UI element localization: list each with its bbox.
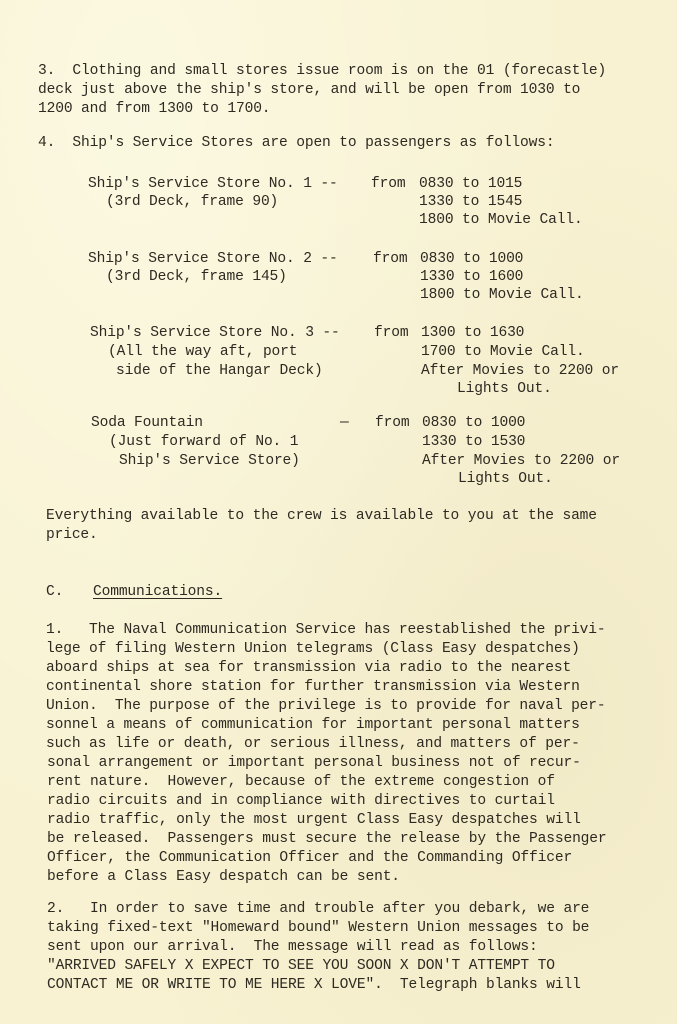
text-line: "ARRIVED SAFELY X EXPECT TO SEE YOU SOON X DON'T ATTEMPT TO	[47, 958, 555, 974]
text-line: rent nature. However, because of the extreme congestion of	[47, 774, 555, 790]
store-location: Ship's Service Store)	[119, 453, 300, 469]
section-letter: C.	[46, 584, 64, 600]
text-line: such as life or death, or serious illness, and matters of per-	[46, 736, 580, 752]
store-hours: Lights Out.	[458, 471, 553, 487]
store-hours: Lights Out.	[457, 381, 552, 397]
text-line: 3. Clothing and small stores issue room is on the 01 (forecastle)	[38, 63, 607, 79]
from-label: from	[371, 176, 406, 192]
store-hours: After Movies to 2200 or	[421, 363, 619, 379]
store-hours: 1330 to 1530	[422, 434, 526, 450]
store-hours: 0830 to 1000	[422, 415, 526, 431]
from-label: from	[375, 415, 410, 431]
store-name: Ship's Service Store No. 2 --	[88, 251, 338, 267]
store-hours: 1330 to 1545	[419, 194, 523, 210]
from-label: from	[373, 251, 408, 267]
text-line: 2. In order to save time and trouble after you debark, we are	[47, 901, 590, 917]
dash: —	[340, 415, 349, 431]
store-name: Ship's Service Store No. 1 --	[88, 176, 338, 192]
store-hours: After Movies to 2200 or	[422, 453, 620, 469]
store-hours: 1800 to Movie Call.	[420, 287, 584, 303]
store-hours: 1700 to Movie Call.	[421, 344, 585, 360]
text-line: Officer, the Communication Officer and the Commanding Officer	[47, 850, 573, 866]
section-title: Communications.	[93, 584, 223, 600]
text-line: deck just above the ship's store, and will be open from 1030 to	[38, 82, 581, 98]
text-line: sonnel a means of communication for important personal matters	[46, 717, 580, 733]
text-line: radio circuits and in compliance with directives to curtail	[47, 793, 555, 809]
store-hours: 1330 to 1600	[420, 269, 524, 285]
text-line: sonal arrangement or important personal business not of recur-	[47, 755, 581, 771]
text-line: be released. Passengers must secure the release by the Passenger	[47, 831, 607, 847]
store-location: (All the way aft, port	[108, 344, 298, 360]
store-location: (Just forward of No. 1	[109, 434, 299, 450]
store-location: (3rd Deck, frame 90)	[106, 194, 279, 210]
store-hours: 0830 to 1015	[419, 176, 523, 192]
text-line: taking fixed-text "Homeward bound" Western Union messages to be	[47, 920, 590, 936]
from-label: from	[374, 325, 409, 341]
text-line: CONTACT ME OR WRITE TO ME HERE X LOVE". Telegraph blanks will	[47, 977, 581, 993]
text-line: lege of filing Western Union telegrams (Class Easy despatches)	[46, 641, 580, 657]
store-hours: 1300 to 1630	[421, 325, 525, 341]
store-name: Ship's Service Store No. 3 --	[90, 325, 340, 341]
text-line: Everything available to the crew is available to you at the same	[46, 508, 597, 524]
store-location: side of the Hangar Deck)	[116, 363, 323, 379]
store-hours: 0830 to 1000	[420, 251, 524, 267]
store-name: Soda Fountain	[91, 415, 203, 431]
store-location: (3rd Deck, frame 145)	[106, 269, 287, 285]
text-line: aboard ships at sea for transmission via radio to the nearest	[46, 660, 572, 676]
store-hours: 1800 to Movie Call.	[419, 212, 583, 228]
text-line: before a Class Easy despatch can be sent.	[47, 869, 400, 885]
text-line: radio traffic, only the most urgent Class Easy despatches will	[47, 812, 581, 828]
item-4-intro: 4. Ship's Service Stores are open to passengers as follows:	[38, 135, 555, 151]
text-line: price.	[46, 527, 98, 543]
text-line: sent upon our arrival. The message will read as follows:	[47, 939, 538, 955]
text-line: 1. The Naval Communication Service has reestablished the privi-	[46, 622, 606, 638]
text-line: Union. The purpose of the privilege is to provide for naval per-	[46, 698, 606, 714]
text-line: 1200 and from 1300 to 1700.	[38, 101, 271, 117]
text-line: continental shore station for further transmission via Western	[46, 679, 580, 695]
